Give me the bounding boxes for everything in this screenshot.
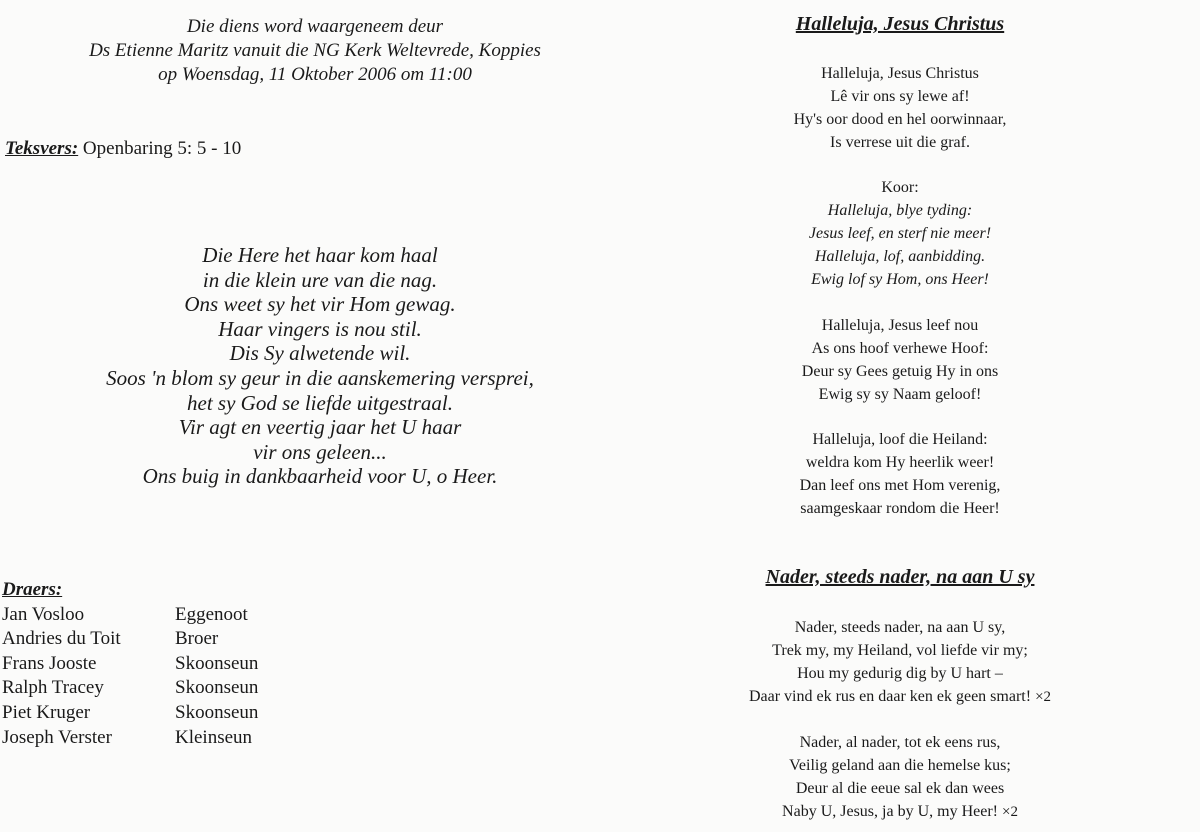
hymn-line-text: Daar vind ek rus en daar ken ek geen smart! xyxy=(748,688,1032,705)
hymn-line: Lê vir ons sy lewe af! xyxy=(830,88,970,105)
hymn-title: Halleluja, Jesus Christus xyxy=(795,13,1005,35)
hymn-line: Veilig geland aan die hemelse kus; xyxy=(789,757,1011,774)
chorus-label: Koor: xyxy=(881,179,919,196)
bearer-relation: Skoonseun xyxy=(175,701,259,723)
poem-line: Die Here het haar kom haal xyxy=(202,243,438,267)
memorial-poem xyxy=(0,243,600,489)
bearer-relation: Kleinseun xyxy=(175,726,253,748)
hymn-verse xyxy=(600,616,1200,709)
hymn-line: weldra kom Hy heerlik weer! xyxy=(805,454,995,471)
hymn-line: Hy's oor dood en hel oorwinnaar, xyxy=(793,111,1007,128)
hymn-line: Nader, steeds nader, na aan U sy, xyxy=(794,619,1006,636)
bearer-row xyxy=(2,701,258,726)
bearer-name: Joseph Verster xyxy=(2,726,112,748)
hymn-chorus xyxy=(600,176,1200,291)
bearers-list xyxy=(2,578,258,750)
hymn-line: Hou my gedurig dig by U hart – xyxy=(797,665,1003,682)
bearer-row xyxy=(2,726,258,751)
poem-line: Soos 'n blom sy geur in die aanskemering versprei, xyxy=(106,365,534,390)
hymn-line xyxy=(600,800,1200,824)
poem-line: Haar vingers is nou stil. xyxy=(218,316,422,341)
poem-line: in die klein ure van die nag. xyxy=(202,267,438,292)
poem-line: Ons buig in dankbaarheid voor U, o Heer. xyxy=(142,464,498,489)
bearer-name: Piet Kruger xyxy=(2,701,91,723)
hymn-line: Deur al die eeue sal ek dan wees xyxy=(795,780,1005,797)
poem-line: Ons weet sy het vir Hom gewag. xyxy=(184,292,456,317)
bearer-row xyxy=(2,627,258,652)
poem-line: vir ons geleen... xyxy=(253,439,387,464)
bearer-row xyxy=(2,603,258,628)
hymn-line: Is verrese uit die graf. xyxy=(830,134,970,151)
hymn-line: Halleluja, Jesus Christus xyxy=(821,65,979,82)
hymn-line: Ewig lof sy Hom, ons Heer! xyxy=(811,271,989,288)
bearer-name: Ralph Tracey xyxy=(2,677,104,699)
bearer-name: Jan Vosloo xyxy=(2,603,85,625)
bearer-relation: Skoonseun xyxy=(175,652,259,674)
hymn-line xyxy=(600,685,1200,709)
text-verse xyxy=(5,137,241,161)
bearer-row xyxy=(2,652,258,677)
hymn-line: Halleluja, loof die Heiland: xyxy=(812,431,988,448)
bearer-name: Frans Jooste xyxy=(2,652,97,674)
bearer-relation: Eggenoot xyxy=(175,603,248,625)
poem-line: het sy God se liefde uitgestraal. xyxy=(187,390,453,415)
poem-line: Dis Sy alwetende wil. xyxy=(229,341,411,366)
service-info-line: Die diens word waargeneem deur xyxy=(186,16,444,37)
hymn-line: Jesus leef, en sterf nie meer! xyxy=(808,225,992,242)
hymn-verse xyxy=(600,62,1200,154)
service-info-line: Ds Etienne Maritz vanuit die NG Kerk Weltevrede, Koppies xyxy=(89,40,541,61)
bearer-relation: Skoonseun xyxy=(175,677,259,699)
hymn-line: Halleluja, lof, aanbidding. xyxy=(814,248,986,265)
hymn-line: Ewig sy sy Naam geloof! xyxy=(818,386,982,403)
service-info xyxy=(0,15,600,87)
bearer-name: Andries du Toit xyxy=(2,628,121,650)
text-verse-label: Teksvers: xyxy=(5,138,79,159)
right-page xyxy=(600,0,1200,832)
hymn-title: Nader, steeds nader, na aan U sy xyxy=(765,566,1035,588)
hymn-line-text: Naby U, Jesus, ja by U, my Heer! xyxy=(782,803,998,820)
bearer-row xyxy=(2,676,258,701)
hymn-line: Nader, al nader, tot ek eens rus, xyxy=(799,734,1001,751)
repeat-mark: ×2 xyxy=(1001,804,1018,820)
hymn-line: Halleluja, blye tyding: xyxy=(827,202,973,219)
text-verse-reference: Openbaring 5: 5 - 10 xyxy=(82,138,242,159)
hymn-line: Halleluja, Jesus leef nou xyxy=(821,317,979,334)
hymn-verse xyxy=(600,731,1200,824)
bearers-label: Draers: xyxy=(2,579,63,600)
hymn-line: Dan leef ons met Hom verenig, xyxy=(799,477,1001,494)
hymn-verse xyxy=(600,428,1200,520)
hymn-line: Deur sy Gees getuig Hy in ons xyxy=(801,363,999,380)
hymn-verse xyxy=(600,314,1200,406)
hymn-line: saamgeskaar rondom die Heer! xyxy=(800,500,1000,517)
hymn-line: Trek my, my Heiland, vol liefde vir my; xyxy=(772,642,1028,659)
repeat-mark: ×2 xyxy=(1035,689,1052,705)
service-info-line: op Woensdag, 11 Oktober 2006 om 11:00 xyxy=(158,64,472,85)
bearer-relation: Broer xyxy=(175,628,219,650)
hymn-line: As ons hoof verhewe Hoof: xyxy=(811,340,989,357)
poem-line: Vir agt en veertig jaar het U haar xyxy=(178,415,462,440)
